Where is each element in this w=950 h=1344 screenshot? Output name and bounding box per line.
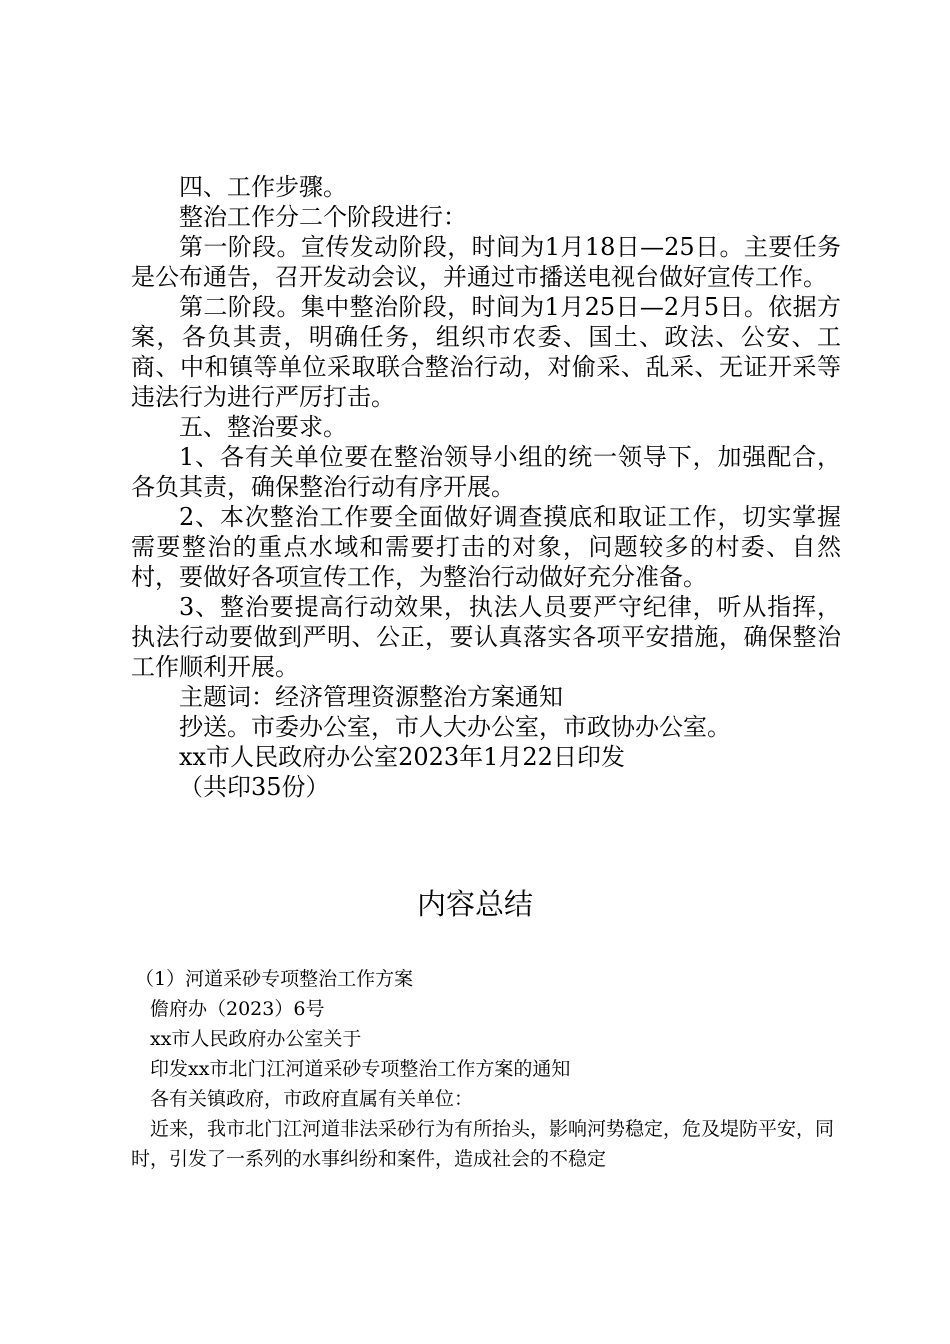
print-count: （共印35份） xyxy=(179,773,330,801)
summary-doc-number: 儋府办（2023）6号 xyxy=(150,998,325,1020)
section-heading-work-steps: 四、工作步骤。 xyxy=(179,173,347,201)
summary-heading: （1）河道采砂专项整治工作方案 xyxy=(135,968,414,990)
summary-addressees: 各有关镇政府，市政府直属有关单位： xyxy=(150,1088,474,1110)
summary-issuer-line: xx市人民政府办公室关于 xyxy=(150,1028,362,1050)
summary-notice-title: 印发xx市北门江河道采砂专项整治工作方案的通知 xyxy=(150,1058,571,1080)
summary-title: 内容总结 xyxy=(416,887,533,921)
paragraph-requirement-2: 2、本次整治工作要全面做好调查摸底和取证工作，切实掌握需要整治的重点水域和需要打击的对象，问题较多的村委、自然村，要做好各项宣传工作，为整治行动做好充分准备。 xyxy=(131,503,841,591)
subject-keywords: 主题词：经济管理资源整治方案通知 xyxy=(179,683,563,711)
paragraph-phases-intro: 整治工作分二个阶段进行： xyxy=(179,203,467,231)
section-heading-requirements: 五、整治要求。 xyxy=(179,413,347,441)
paragraph-requirement-3: 3、整治要提高行动效果，执法人员要严守纪律，听从指挥，执法行动要做到严明、公正，要认真落实各项平安措施，确保整治工作顺利开展。 xyxy=(131,593,841,681)
summary-body xyxy=(131,964,841,1174)
paragraph-requirement-1: 1、各有关单位要在整治领导小组的统一领导下，加强配合，各负其责，确保整治行动有序开展。 xyxy=(131,443,841,501)
document-body xyxy=(131,172,841,802)
copy-to-line: 抄送。市委办公室，市人大办公室，市政协办公室。 xyxy=(179,713,731,741)
paragraph-phase-one: 第一阶段。宣传发动阶段，时间为1月18日—25日。主要任务是公布通告，召开发动会议，并通过市播送电视台做好宣传工作。 xyxy=(131,233,841,291)
summary-body-paragraph: 近来，我市北门江河道非法采砂行为有所抬头，影响河势稳定，危及堤防平安，同时，引发了一系列的水事纠纷和案件，造成社会的不稳定 xyxy=(131,1118,835,1170)
issuer-date-line: xx市人民政府办公室2023年1月22日印发 xyxy=(179,743,625,771)
paragraph-phase-two: 第二阶段。集中整治阶段，时间为1月25日—2月5日。依据方案，各负其责，明确任务，组织市农委、国土、政法、公安、工商、中和镇等单位采取联合整治行动，对偷采、乱采、无证开采等违法行为进行严厉打击。 xyxy=(131,293,841,411)
